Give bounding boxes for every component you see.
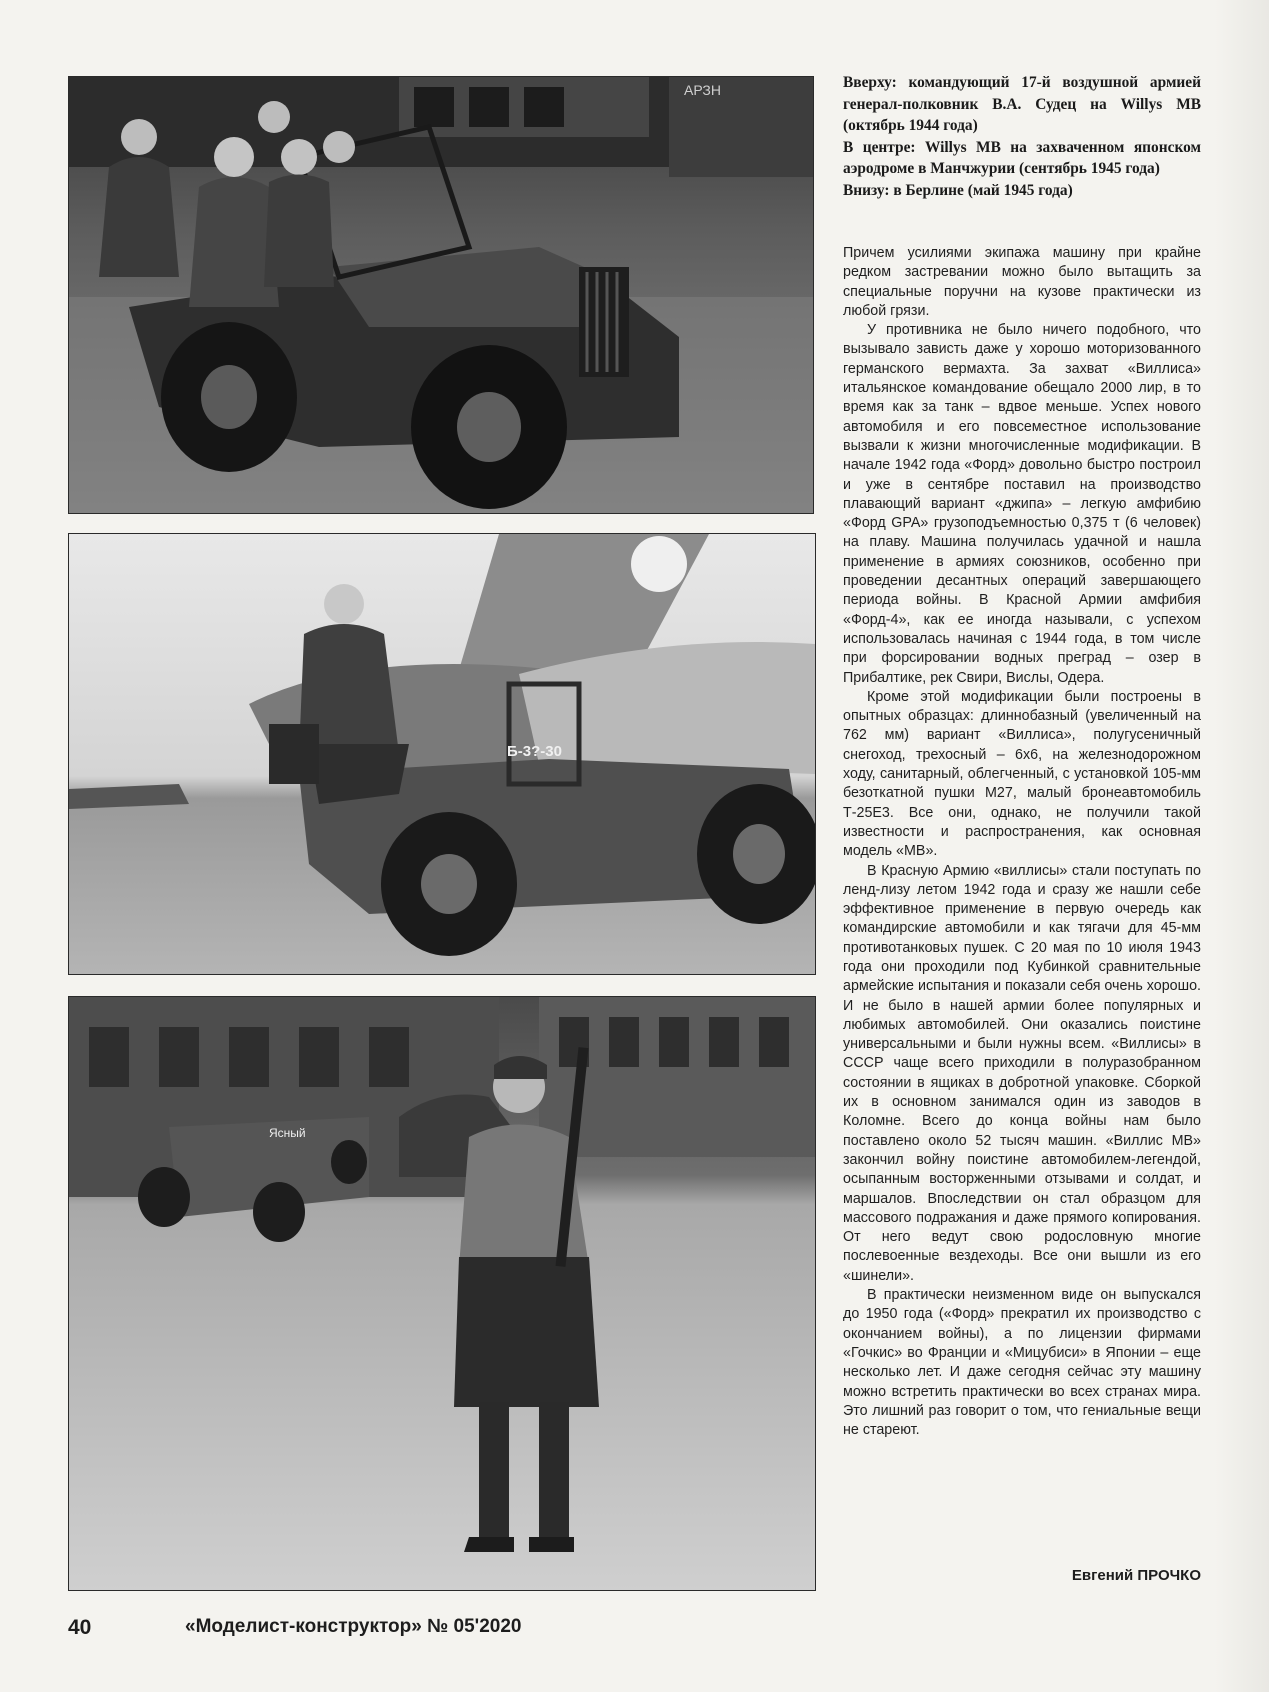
article-paragraph: В практически неизменном виде он выпускался до 1950 года («Форд» прекратил их производство с окончанием войны), а по лицензии фирмами «Гочкис» во Франции и «Мицубиси» в Японии – еще несколько лет. И даже сегодня сейчас эту машину можно встретить практически во всех странах мира. Это лишний раз говорит о том, что гениальные вещи не стареют.	[843, 1287, 1201, 1439]
article-paragraph: Кроме этой модификации были построены в опытных образцах: длиннобазный (увеличенный на 762 мм) вариант «Виллиса», полугусеничный снегоход, трехосный – 6х6, на железнодорожном ходу, санитарный, облегченный, с установкой 105-мм безоткатной пушки М27, малый бронеавтомобиль Т-25Е3. Все они, однако, не получили такой известности и распространения, как основная модель «МВ».	[843, 688, 1201, 860]
caption-top: Вверху: командующий 17-й воздушной армией генерал-полковник В.А. Судец на Willys MB (октябрь 1944 года)	[843, 74, 1201, 134]
article-paragraph: У противника не было ничего подобного, что вызывало зависть даже у хорошо моторизованного германского вермахта. За захват «Виллиса» итальянское командование обещало 2000 лир, в то время как за танк – вдвое меньше. Успех нового автомобиля и его повсеместное использование вызвали к жизни многочисленные модификации. В начале 1942 года «Форд» довольно быстро построил и уже в сентябре поставил на производство плавающий вариант «джипа» – легкую амфибию «Форд GPA» грузоподъемностью 0,375 т (6 человек) на плаву. Машина получилась удачной и нашла применение в армиях союзников, особенно при проведении десантных операций завершающего периода войны. В Красной Армии амфибия «Форд-4», как ее иногда называли, с успехом использовалась начиная с 1944 года, в том числе при форсировании водных преград – озер в Прибалтике, рек Свири, Вислы, Одера.	[843, 322, 1201, 686]
caption-bottom: Внизу: в Берлине (май 1945 года)	[843, 181, 1073, 199]
photo-jeep-airfield	[68, 533, 816, 975]
magazine-title: «Моделист-конструктор» № 05'2020	[185, 1616, 522, 1637]
photo-berlin-traffic-controller	[68, 996, 816, 1591]
page-edge	[1215, 0, 1269, 1692]
shop-sign: АРЗН	[684, 82, 721, 98]
page-number: 40	[68, 1616, 92, 1639]
caption-center: В центре: Willys MB на захваченном японском аэродроме в Манчжурии (сентябрь 1945 года)	[843, 138, 1201, 177]
article-author: Евгений ПРОЧКО	[1071, 1567, 1201, 1584]
photo-captions	[843, 72, 1201, 201]
hood-marking-mid: Б-3?-30	[507, 743, 562, 760]
hood-marking-bot: Ясный	[269, 1126, 306, 1140]
article-paragraph: В Красную Армию «виллисы» стали поступать по ленд-лизу летом 1942 года и сразу же нашли себе эффективное применение в первую очередь как командирские автомобили и как тягачи для 45-мм противотанковых пушек. С 20 мая по 10 июля 1943 года они проходили под Кубинкой сравнительные армейские испытания и показали себя очень хорошо. И не было в нашей армии более популярных и любимых автомобилей. Они оказались поистине универсальными и были нужны всем. «Виллисы» в СССР чаще всего приходили в полуразобранном состоянии в ящиках в добротной упаковке. Сборкой их в основном занимался один из заводов в Коломне. Всего до конца войны нам было поставлено около 52 тысяч машин. «Виллис МВ» закончил войну поистине автомобилем-легендой, осыпанным восторженными отзывами и солдат, и маршалов. Впоследствии он стал образцом для массового подражания и даже прямого копирования. От него ведут свою родословную многие послевоенные вездеходы. Все они вышли из его «шинели».	[843, 862, 1202, 1284]
article-paragraph: Причем усилиями экипажа машину при крайне редком застревании можно было вытащить за специальные поручни на кузове практически из любой грязи.	[843, 245, 1201, 319]
article-body	[843, 244, 1201, 1440]
photo-jeep-officers	[68, 76, 814, 514]
